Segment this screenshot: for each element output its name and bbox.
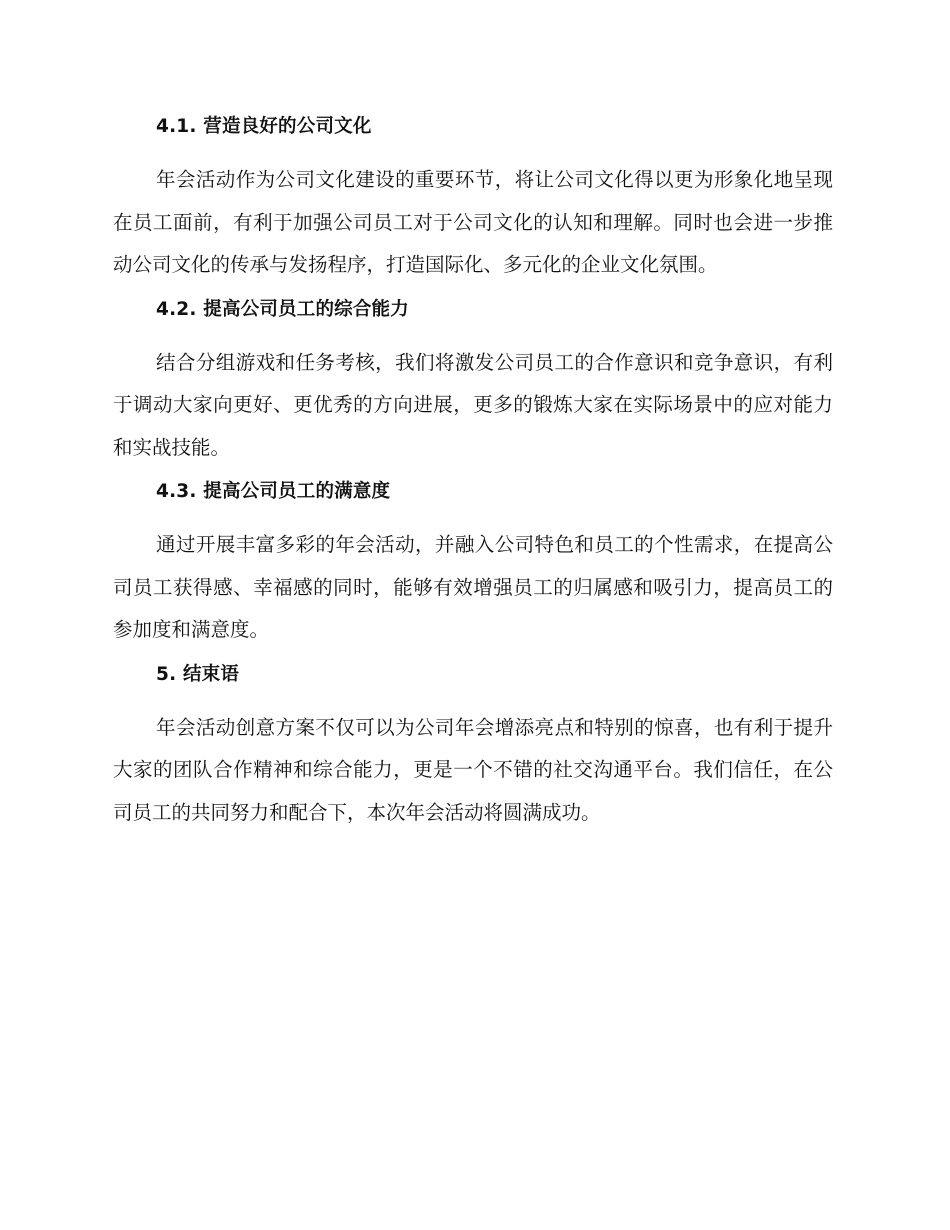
section-body-4-2: 结合分组游戏和任务考核，我们将激发公司员工的合作意识和竞争意识，有利于调动大家向更好、更优秀的方向进展，更多的锻炼大家在实际场景中的应对能力和实战技能。 xyxy=(113,350,833,459)
section-heading-5: 5. 结束语 xyxy=(156,663,240,685)
section-body-4-3: 通过开展丰富多彩的年会活动，并融入公司特色和员工的个性需求，在提高公司员工获得感、幸福感的同时，能够有效增强员工的归属感和吸引力，提高员工的参加度和满意度。 xyxy=(113,533,833,641)
section-body-5: 年会活动创意方案不仅可以为公司年会增添亮点和特别的惊喜，也有利于提升大家的团队合作精神和综合能力，更是一个不错的社交沟通平台。我们信任，在公司员工的共同努力和配合下，本次年会活动将圆满成功。 xyxy=(113,715,833,824)
section-heading-4-3: 4.3. 提高公司员工的满意度 xyxy=(156,481,391,502)
section-heading-4-2: 4.2. 提高公司员工的综合能力 xyxy=(156,298,409,320)
section-heading-4-1: 4.1. 营造良好的公司文化 xyxy=(156,116,372,137)
section-body-4-1: 年会活动作为公司文化建设的重要环节，将让公司文化得以更为形象化地呈现在员工面前，有利于加强公司员工对于公司文化的认知和理解。同时也会进一步推动公司文化的传承与发扬程序，打造国际化、多元化的企业文化氛围。 xyxy=(113,168,833,276)
document-content xyxy=(113,112,833,842)
